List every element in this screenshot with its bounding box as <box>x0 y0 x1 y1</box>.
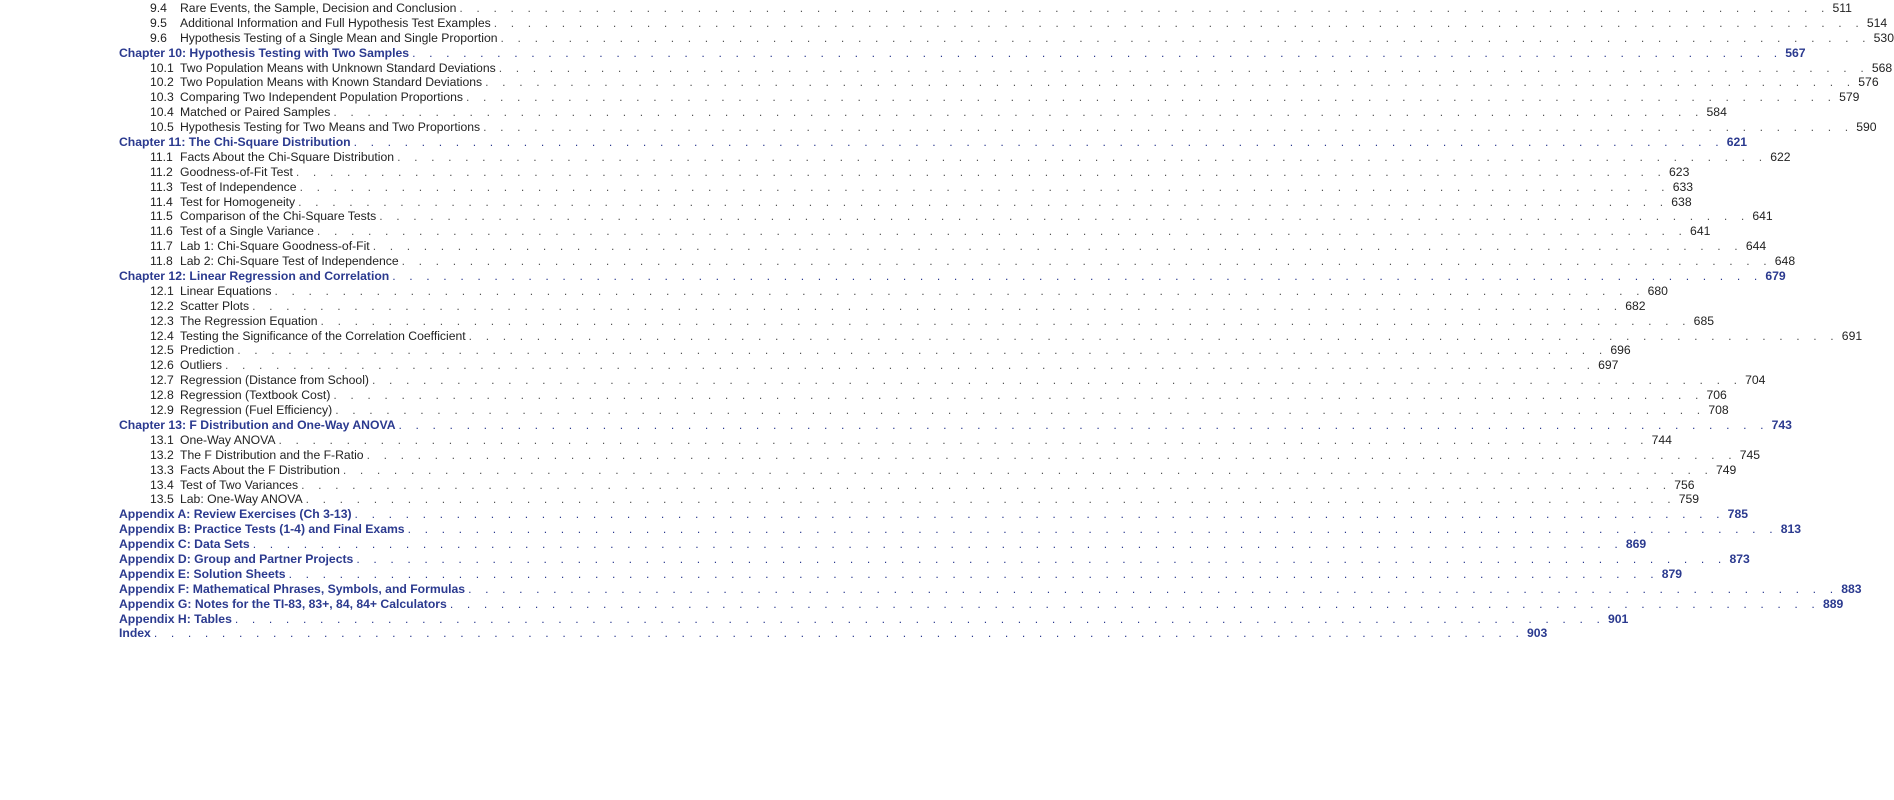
section-number: 12.2 <box>150 298 174 313</box>
toc-section-entry[interactable] <box>119 179 1694 195</box>
page-number: 567 <box>1785 45 1806 60</box>
table-of-contents <box>119 1 1894 641</box>
section-title: Linear Equations <box>180 283 272 298</box>
dot-leader <box>333 388 1703 403</box>
toc-section-entry[interactable] <box>119 15 1888 31</box>
toc-section-entry[interactable] <box>119 209 1773 224</box>
page-number: 644 <box>1745 239 1767 254</box>
section-number: 12.6 <box>150 358 174 373</box>
dot-leader <box>469 329 1839 344</box>
chapter-title: Appendix E: Solution Sheets <box>119 566 286 581</box>
chapter-title: Appendix H: Tables <box>119 611 232 626</box>
page-number: 889 <box>1822 596 1844 611</box>
section-number: 11.5 <box>150 209 173 224</box>
dot-leader <box>154 626 1524 641</box>
dot-leader <box>321 314 1691 329</box>
page-number: 873 <box>1729 551 1750 566</box>
dot-leader <box>412 46 1782 61</box>
dot-leader <box>289 567 1659 582</box>
section-number: 11.1 <box>150 149 173 164</box>
toc-section-entry[interactable] <box>119 343 1631 358</box>
chapter-title: Appendix B: Practice Tests (1-4) and Final Exams <box>119 522 405 537</box>
toc-section-entry[interactable] <box>119 373 1766 388</box>
toc-section-entry[interactable] <box>119 194 1692 210</box>
dot-leader <box>501 31 1871 46</box>
section-number: 11.2 <box>150 164 173 179</box>
section-number: 11.8 <box>150 254 173 269</box>
dot-leader <box>356 552 1726 567</box>
dot-leader <box>335 403 1705 418</box>
page-number: 679 <box>1765 269 1786 284</box>
toc-section-entry[interactable] <box>119 298 1646 314</box>
dot-leader <box>333 105 1703 120</box>
dot-leader <box>274 284 1644 299</box>
page-number: 568 <box>1871 60 1893 75</box>
section-number: 10.4 <box>150 105 174 120</box>
dot-leader <box>379 209 1749 224</box>
chapter-title: Chapter 12: Linear Regression and Correlation <box>119 269 390 284</box>
section-title: Test of Independence <box>180 179 297 194</box>
section-title: The Regression Equation <box>180 313 318 328</box>
toc-section-entry[interactable] <box>119 164 1690 180</box>
toc-section-entry[interactable] <box>119 328 1863 344</box>
page-number: 708 <box>1708 403 1729 418</box>
page-number: 579 <box>1839 90 1860 105</box>
dot-leader <box>397 150 1767 165</box>
toc-chapter-entry[interactable] <box>119 522 1802 537</box>
section-number: 11.7 <box>150 239 173 254</box>
section-number: 11.4 <box>150 194 173 209</box>
toc-section-entry[interactable] <box>119 283 1668 299</box>
section-number: 10.1 <box>150 60 174 75</box>
toc-chapter-entry[interactable] <box>119 611 1629 627</box>
section-number: 10.3 <box>150 90 174 105</box>
section-title: Comparison of the Chi-Square Tests <box>180 209 377 224</box>
section-title: Testing the Significance of the Correlation Coefficient <box>180 328 466 343</box>
toc-chapter-entry[interactable] <box>119 417 1792 433</box>
dot-leader <box>466 90 1836 105</box>
toc-section-entry[interactable] <box>119 239 1767 254</box>
dot-leader <box>392 269 1762 284</box>
page-number: 704 <box>1745 373 1766 388</box>
chapter-title: Chapter 13: F Distribution and One-Way ANOVA <box>119 417 396 432</box>
page-number: 633 <box>1672 179 1694 194</box>
page-number: 680 <box>1647 283 1668 298</box>
section-number: 12.1 <box>150 283 174 298</box>
dot-leader <box>237 343 1607 358</box>
page-number: 785 <box>1727 507 1749 522</box>
page-number: 641 <box>1690 224 1711 239</box>
toc-chapter-entry[interactable] <box>119 507 1749 522</box>
section-title: Lab 2: Chi-Square Test of Independence <box>180 254 399 269</box>
section-number: 12.9 <box>150 403 174 418</box>
page-number: 756 <box>1674 477 1695 492</box>
chapter-title: Appendix D: Group and Partner Projects <box>119 551 354 566</box>
page-number: 879 <box>1661 566 1683 581</box>
page-number: 622 <box>1770 149 1791 164</box>
chapter-title: Appendix F: Mathematical Phrases, Symbols, and Formulas <box>119 581 466 596</box>
section-title: Regression (Fuel Efficiency) <box>180 403 333 418</box>
page-number: 901 <box>1607 611 1629 626</box>
chapter-title: Appendix A: Review Exercises (Ch 3-13) <box>119 507 352 522</box>
page-number: 697 <box>1598 358 1619 373</box>
toc-section-entry[interactable] <box>119 60 1893 76</box>
toc-section-entry[interactable] <box>119 75 1879 90</box>
section-title: Facts About the F Distribution <box>180 462 340 477</box>
toc-section-entry[interactable] <box>119 358 1619 373</box>
toc-section-entry[interactable] <box>119 313 1715 329</box>
dot-leader <box>408 522 1778 537</box>
dot-leader <box>483 120 1853 135</box>
section-title: The F Distribution and the F-Ratio <box>180 447 364 462</box>
page-number: 530 <box>1873 30 1894 45</box>
dot-leader <box>459 1 1829 16</box>
dot-leader <box>300 180 1670 195</box>
section-title: Facts About the Chi-Square Distribution <box>180 149 395 164</box>
section-number: 11.3 <box>150 179 173 194</box>
dot-leader <box>494 16 1864 31</box>
toc-section-entry[interactable] <box>119 388 1727 403</box>
page-number: 696 <box>1610 343 1631 358</box>
dot-leader <box>252 299 1622 314</box>
section-title: Rare Events, the Sample, Decision and Conclusion <box>180 1 457 15</box>
toc-section-entry[interactable] <box>119 149 1791 165</box>
page-number: 621 <box>1726 135 1748 150</box>
toc-chapter-entry[interactable] <box>119 135 1748 150</box>
page-number: 813 <box>1780 522 1802 537</box>
section-title: Prediction <box>180 343 235 358</box>
section-title: Two Population Means with Known Standard Deviations <box>180 75 483 90</box>
page-number: 648 <box>1774 254 1796 269</box>
page-number: 749 <box>1716 462 1737 477</box>
section-number: 11.6 <box>150 224 173 239</box>
toc-section-entry[interactable] <box>119 462 1737 478</box>
dot-leader <box>354 135 1724 150</box>
toc-section-entry[interactable] <box>119 254 1796 269</box>
section-number: 13.1 <box>150 432 174 447</box>
dot-leader <box>301 478 1671 493</box>
toc-section-entry[interactable] <box>119 492 1700 507</box>
dot-leader <box>373 239 1743 254</box>
dot-leader <box>485 75 1855 90</box>
page-number: 745 <box>1739 447 1761 462</box>
toc-chapter-entry[interactable] <box>119 45 1806 61</box>
section-number: 13.4 <box>150 477 174 492</box>
section-number: 9.5 <box>150 15 167 30</box>
dot-leader <box>235 612 1605 627</box>
page-number: 706 <box>1706 388 1727 403</box>
section-title: Matched or Paired Samples <box>180 105 331 120</box>
section-title: Test of a Single Variance <box>180 224 314 239</box>
section-title: Hypothesis Testing of a Single Mean and Single Proportion <box>180 30 498 45</box>
section-number: 13.3 <box>150 462 174 477</box>
dot-leader <box>298 195 1668 210</box>
page-number: 903 <box>1526 626 1548 641</box>
page-number: 682 <box>1625 298 1646 313</box>
section-title: Scatter Plots <box>180 298 250 313</box>
section-title: Two Population Means with Unknown Standard Deviations <box>180 60 496 75</box>
toc-section-entry[interactable] <box>119 447 1761 463</box>
section-title: Test of Two Variances <box>180 477 299 492</box>
page-number: 691 <box>1841 328 1863 343</box>
section-number: 9.4 <box>150 1 167 15</box>
toc-chapter-entry[interactable] <box>119 626 1548 641</box>
page-number: 638 <box>1671 194 1692 209</box>
toc-section-entry[interactable] <box>119 477 1695 493</box>
page-number: 883 <box>1841 581 1862 596</box>
section-title: Test for Homogeneity <box>180 194 296 209</box>
page-number: 744 <box>1651 432 1672 447</box>
section-number: 12.3 <box>150 313 174 328</box>
section-title: Lab 1: Chi-Square Goodness-of-Fit <box>180 239 370 254</box>
page-number: 590 <box>1856 120 1877 135</box>
section-title: Regression (Distance from School) <box>180 373 369 388</box>
section-title: Goodness-of-Fit Test <box>180 164 293 179</box>
toc-section-entry[interactable] <box>119 403 1729 418</box>
dot-leader <box>296 165 1666 180</box>
section-number: 13.2 <box>150 447 174 462</box>
section-title: Lab: One-Way ANOVA <box>180 492 303 507</box>
section-number: 12.5 <box>150 343 174 358</box>
section-title: One-Way ANOVA <box>180 432 276 447</box>
section-number: 12.4 <box>150 328 174 343</box>
chapter-title: Index <box>119 626 151 641</box>
toc-chapter-entry[interactable] <box>119 581 1862 597</box>
section-title: Additional Information and Full Hypothesis Test Examples <box>180 15 491 30</box>
chapter-title: Chapter 10: Hypothesis Testing with Two Samples <box>119 45 410 60</box>
dot-leader <box>225 358 1595 373</box>
page-number: 759 <box>1678 492 1700 507</box>
dot-leader <box>499 61 1869 76</box>
toc-chapter-entry[interactable] <box>119 596 1844 612</box>
chapter-title: Chapter 11: The Chi-Square Distribution <box>119 135 351 150</box>
section-title: Outliers <box>180 358 222 373</box>
page-number: 584 <box>1706 105 1727 120</box>
dot-leader <box>317 224 1687 239</box>
toc-section-entry[interactable] <box>119 432 1672 448</box>
dot-leader <box>279 433 1649 448</box>
page-number: 685 <box>1693 313 1715 328</box>
page-number: 641 <box>1752 209 1773 224</box>
page-number: 743 <box>1771 417 1792 432</box>
page-number: 869 <box>1625 537 1647 552</box>
dot-leader <box>367 448 1737 463</box>
dot-leader <box>355 507 1725 522</box>
toc-section-entry[interactable] <box>119 1 1852 16</box>
chapter-title: Appendix G: Notes for the TI-83, 83+, 84, 84+ Calculators <box>119 596 447 611</box>
section-number: 13.5 <box>150 492 174 507</box>
toc-chapter-entry[interactable] <box>119 269 1786 284</box>
dot-leader <box>399 418 1769 433</box>
dot-leader <box>253 537 1623 552</box>
section-number: 9.6 <box>150 30 167 45</box>
page-number: 511 <box>1832 1 1852 15</box>
toc-chapter-entry[interactable] <box>119 537 1647 552</box>
toc-chapter-entry[interactable] <box>119 551 1750 567</box>
section-number: 12.8 <box>150 388 174 403</box>
chapter-title: Appendix C: Data Sets <box>119 537 250 552</box>
page-number: 514 <box>1866 15 1888 30</box>
section-title: Regression (Textbook Cost) <box>180 388 331 403</box>
toc-chapter-entry[interactable] <box>119 566 1683 582</box>
dot-leader <box>402 254 1772 269</box>
page-number: 623 <box>1669 164 1690 179</box>
toc-section-entry[interactable] <box>119 105 1727 120</box>
dot-leader <box>343 463 1713 478</box>
dot-leader <box>372 373 1742 388</box>
toc-section-entry[interactable] <box>119 90 1860 105</box>
dot-leader <box>468 582 1838 597</box>
toc-section-entry[interactable] <box>119 30 1894 46</box>
toc-section-entry[interactable] <box>119 224 1711 239</box>
section-number: 12.7 <box>150 373 174 388</box>
toc-section-entry[interactable] <box>119 120 1877 135</box>
section-title: Comparing Two Independent Population Proportions <box>180 90 463 105</box>
section-title: Hypothesis Testing for Two Means and Two Proportions <box>180 120 481 135</box>
dot-leader <box>306 492 1676 507</box>
dot-leader <box>450 597 1820 612</box>
section-number: 10.5 <box>150 120 174 135</box>
page-number: 576 <box>1858 75 1879 90</box>
section-number: 10.2 <box>150 75 174 90</box>
